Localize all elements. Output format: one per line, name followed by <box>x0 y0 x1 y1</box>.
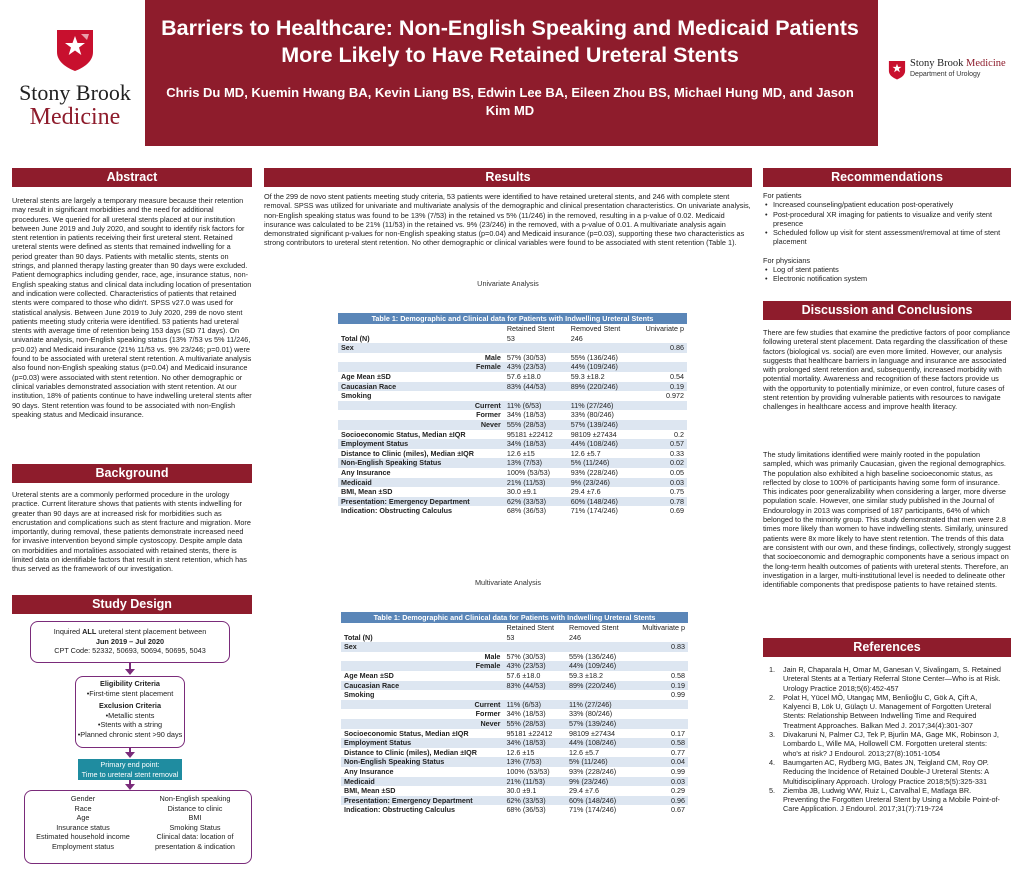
table-cell: 98109 ±27434 <box>569 728 615 738</box>
table-cell: 55% (28/53) <box>504 420 568 430</box>
table-cell: 53 <box>506 333 515 343</box>
list-item: • Log of stent patients <box>763 265 1011 274</box>
middle-column <box>264 168 752 248</box>
row-label: Non-English Speaking Status <box>338 458 504 468</box>
table-cell: 44% (108/246) <box>566 738 631 748</box>
p-value-cell: 0.58 <box>631 738 688 748</box>
table-cell: 13% (7/53) <box>504 458 568 468</box>
logo-left-line1: Stony Brook <box>19 80 131 105</box>
p-value-cell: 0.57 <box>634 439 687 449</box>
poster-header <box>0 0 1024 146</box>
recommendations-heading: Recommendations <box>763 168 1011 187</box>
row-label: Male <box>484 352 501 362</box>
p-value-cell: 0.19 <box>631 681 688 691</box>
logo-left-line2: Medicine <box>29 104 121 130</box>
table-cell <box>503 642 566 652</box>
table-title: Table 1: Demographic and Clinical data for Patients with Indwelling Ureteral Stents <box>338 313 687 324</box>
table-row <box>341 642 688 652</box>
logo-right-dept: Department of Urology <box>910 71 981 78</box>
table-cell: 83% (44/53) <box>503 681 566 691</box>
inquiry-box: Inquired ALL ureteral stent placement between Jun 2019 – Jul 2020 CPT Code: 52332, 50693, 50694, 50695, 5043 <box>30 621 230 663</box>
row-label: Socioeconomic Status, Median ±IQR <box>344 728 469 738</box>
table-cell: 100% (53/53) <box>506 766 550 776</box>
reference-item: 3. Divakaruni N, Palmer CJ, Tek P, Bjurlin MA, Gage MK, Robinson J, Lombardo L, Wille MA, Hollowell CM. Forgotten ureteral stents: who's at risk? J Endourol. 2013;27(8):1051-1054 <box>769 730 999 758</box>
table-row <box>338 458 687 468</box>
multivariate-table <box>341 612 688 815</box>
variables-box <box>24 790 252 864</box>
table-title-row <box>338 313 687 324</box>
table-cell: 57% (30/53) <box>506 352 546 362</box>
table-row <box>341 709 688 719</box>
table-title-row <box>341 612 688 623</box>
reference-item: 5. Ziemba JB, Ludwig WW, Ruiz L, Carvalhal E, Matlaga BR. Preventing the Forgotten Ureteral Stent by Using a Mobile Point-of-Care Application. J Endourol. 2017;31(7):719-724 <box>769 785 1000 814</box>
table-row <box>341 796 688 806</box>
table-cell: 57% (30/53) <box>506 651 546 661</box>
background-text: Ureteral stents are a commonly performed procedure in the urology practice. Current literature shows that patients with stents indwelling for greater than 90 days are at increased risk for morbidities such as encrustation and complications such as stent fracture and migration. More importantly, during removal, these patients demonstrate increased need for invasive intervention beyond simple cystoscopy. Despite ample data on morbidities and mortalities associated with retained stents, there is limited data on identifiable factors that result in stent retention, which has thus served as the framework of our investigation. <box>12 490 251 574</box>
table-row <box>341 671 688 681</box>
table-row <box>338 410 687 420</box>
row-label: Indication: Obstructing Calculus <box>344 805 456 815</box>
table-row <box>338 430 687 440</box>
table-row <box>338 401 687 411</box>
table-cell: 34% (18/53) <box>503 738 566 748</box>
row-label: Total (N) <box>341 333 370 343</box>
p-value-cell: 0.17 <box>671 728 685 738</box>
table-cell: 9% (23/246) <box>568 478 634 488</box>
criteria-box: Eligibility Criteria •First-time stent placement Exclusion Criteria •Metallic stents •Stents with a string •Planned chronic stent >90 days <box>75 676 185 748</box>
table-cell: 34% (18/53) <box>506 709 546 719</box>
table-cell: 89% (220/246) <box>566 681 631 691</box>
table-row <box>338 343 687 353</box>
row-label: Male <box>484 651 501 661</box>
row-label: Socioeconomic Status, Median ±IQR <box>341 429 466 439</box>
table-row <box>338 334 687 344</box>
p-value-cell: 0.77 <box>671 747 685 757</box>
table-row <box>341 690 688 700</box>
p-value-cell: 0.03 <box>631 777 688 787</box>
table-cell: 12.6 ±5.7 <box>569 747 599 757</box>
row-label: Non-English Speaking Status <box>341 757 503 767</box>
table-row <box>338 420 687 430</box>
patients-label: For patients <box>763 191 802 200</box>
table-cell: 83% (44/53) <box>504 382 568 392</box>
row-label: Any Insurance <box>341 467 391 477</box>
table-cell: 246 <box>570 333 583 343</box>
row-label: Never <box>341 719 503 729</box>
variables-left: Gender Race Age Insurance status Estimated household income Employment status <box>36 794 130 851</box>
column-header: Multivariate p <box>631 623 688 633</box>
row-label: Caucasian Race <box>341 681 503 691</box>
table-cell: 57% (139/246) <box>568 420 634 430</box>
table-header-row <box>341 623 688 633</box>
table-header-row <box>338 324 687 334</box>
table-cell: 5% (11/246) <box>566 757 631 767</box>
table-row <box>338 353 687 363</box>
table-row <box>338 487 687 497</box>
table-cell: 44% (109/246) <box>566 661 631 671</box>
primary-endpoint-box: Primary end point: Time to ureteral stent removal <box>78 759 182 780</box>
table-row <box>338 391 687 401</box>
table-row <box>341 729 688 739</box>
reference-item: 1. Jain R, Chaparala H, Omar M, Ganesan V, Sivalingam, S. Retained Ureteral Stents at a Tertiary Referral Stone Center—Who is at Risk. Urology Practice 2018;5(6):452-457 <box>769 665 1001 693</box>
reference-item: 4. Baumgarten AC, Rydberg MG, Bates JN, Teigland CM, Roy OP. Reducing the Incidence of Retained Double-J Ureteral Stents: A Multidisciplinary Approach. Urology Practice 2018;5(5):325-331 <box>769 757 989 786</box>
p-value-cell <box>631 700 688 710</box>
table-cell: 57% (139/246) <box>566 719 631 729</box>
p-value-cell: 0.2 <box>674 429 684 439</box>
table-cell: 68% (36/53) <box>506 506 546 516</box>
table-row <box>338 382 687 392</box>
table-cell: 43% (23/53) <box>504 362 568 372</box>
p-value-cell: 0.69 <box>670 506 684 516</box>
row-label: Presentation: Emergency Department <box>338 497 504 507</box>
p-value-cell: 0.96 <box>631 796 688 806</box>
p-value-cell <box>634 362 687 372</box>
table-row <box>338 468 687 478</box>
p-value-cell: 0.99 <box>671 766 685 776</box>
table-cell: 5% (11/246) <box>568 458 634 468</box>
p-value-cell <box>634 410 687 420</box>
column-header: Retained Stent <box>504 324 568 334</box>
references-heading: References <box>763 638 1011 657</box>
table-cell <box>568 391 634 401</box>
table-cell <box>566 690 631 700</box>
table-cell <box>504 391 568 401</box>
table-cell: 98109 ±27434 <box>570 429 617 439</box>
table-cell: 33% (80/246) <box>569 709 613 719</box>
table-cell: 60% (148/246) <box>568 497 634 507</box>
table-cell: 11% (6/53) <box>503 700 566 710</box>
table-row <box>341 777 688 787</box>
column-header: Removed Stent <box>568 324 634 334</box>
row-label: Caucasian Race <box>338 382 504 392</box>
table-cell <box>504 343 568 353</box>
univariate-table <box>338 313 687 516</box>
univariate-label: Univariate Analysis <box>477 279 539 288</box>
table-cell: 11% (27/246) <box>566 700 631 710</box>
row-label: Sex <box>341 642 503 652</box>
p-value-cell <box>631 633 688 643</box>
row-label: Never <box>338 420 504 430</box>
p-value-cell: 0.05 <box>670 467 684 477</box>
row-label: Employment Status <box>338 439 504 449</box>
table-cell: 246 <box>569 632 582 642</box>
arrow-down-icon <box>125 669 135 675</box>
column-header <box>338 324 504 334</box>
table-cell: 29.4 ±7.6 <box>569 786 599 796</box>
stony-brook-medicine-logo-left <box>15 28 135 130</box>
abstract-heading: Abstract <box>12 168 252 187</box>
table-cell: 11% (27/246) <box>568 401 634 411</box>
p-value-cell: 0.33 <box>670 448 684 458</box>
row-label: BMI, Mean ±SD <box>341 487 393 497</box>
p-value-cell <box>634 334 687 344</box>
table-cell: 57.6 ±18.0 <box>506 670 541 680</box>
p-value-cell: 0.86 <box>634 343 687 353</box>
shield-star-icon <box>888 60 906 80</box>
table-cell: 21% (11/53) <box>503 777 566 787</box>
p-value-cell <box>634 420 687 430</box>
table-cell: 12.6 ±5.7 <box>570 448 601 458</box>
row-label: Female <box>338 362 504 372</box>
table-cell: 55% (136/246) <box>570 352 618 362</box>
table-cell: 34% (18/53) <box>504 439 568 449</box>
variables-right: Non-English speaking Distance to clinic BMI Smoking Status Clinical data: location of presentation & indication <box>155 794 235 851</box>
table-cell: 93% (228/246) <box>569 766 617 776</box>
table-row <box>341 633 688 643</box>
shield-star-icon <box>55 28 95 72</box>
row-label: BMI, Mean ±SD <box>344 786 396 796</box>
row-label: Medicaid <box>341 777 503 787</box>
row-label: Distance to Clinic (miles), Median ±IQR <box>344 747 477 757</box>
discussion-para-2: The study limitations identified were mainly rooted in the population sampled, which was primarily Caucasian, given the regional demographics. The population also exhibited a high baseline socioeconomic status, as reflected by close to 100% of participants having some form of insurance. This indicates poor generalizability when considering a larger, more diverse population scale. However, one similar study published in the Journal of Endourology in 2013 was comprised of 187 participants, 64% of which belonged to the minority group. This study demonstrated that men were 2.8 times more likely than women to have indwelling stents. Similarly, uninsured patients were 8x more likely to have stent retention. The trends of this data are consistent with our own, and these findings, collectively, strongly suggest that socioeconomic and demographic components have a serious impact on the long-term health outcomes of patients with ureteral stents. Therefore, an investigation in a larger, multi-institutional level is needed to delineate other identifiable components that predispose patients to have retained stents. <box>763 450 1011 590</box>
table-cell <box>568 343 634 353</box>
table-cell: 100% (53/53) <box>506 467 550 477</box>
p-value-cell <box>631 652 688 662</box>
table-cell: 30.0 ±9.1 <box>506 786 537 796</box>
p-value-cell <box>631 709 688 719</box>
row-label: Age Mean ±SD <box>341 371 391 381</box>
discussion-para-1: There are few studies that examine the predictive factors of poor compliance following ureteral stent placement. Data regarding the classification of these factors (biological vs. social) are even more limited. However, our analysis suggests that healthcare barriers in language and insurance are associated with prolonged stent retention and, subsequently, increased morbidity with potential mortality. Awareness and recognition of these factors provide us with the opportunity to potentially minimize, or even control, future cases of stent retention by providing vulnerable patients with resources to navigate challenges in healthcare access and improve health literacy. <box>763 328 1011 412</box>
table-cell: 95181 ±22412 <box>506 728 553 738</box>
row-label: Current <box>338 401 504 411</box>
table-row <box>341 748 688 758</box>
column-header: Univariate p <box>634 324 687 334</box>
p-value-cell <box>631 719 688 729</box>
discussion-heading: Discussion and Conclusions <box>763 301 1011 320</box>
table-cell: 43% (23/53) <box>503 661 566 671</box>
references-list <box>769 665 1005 814</box>
table-cell: 60% (148/246) <box>566 796 631 806</box>
p-value-cell: 0.19 <box>634 382 687 392</box>
table-cell: 59.3 ±18.2 <box>569 670 603 680</box>
background-heading: Background <box>12 464 252 483</box>
p-value-cell: 0.02 <box>634 458 687 468</box>
table-row <box>341 681 688 691</box>
table-cell: 89% (220/246) <box>568 382 634 392</box>
p-value-cell: 0.58 <box>671 670 685 680</box>
row-label: Medicaid <box>338 478 504 488</box>
table-cell: 44% (109/246) <box>568 362 634 372</box>
results-text: Of the 299 de novo stent patients meeting study criteria, 53 patients were identified to have retained ureteral stents, and 246 with complete stent removal. SPSS was utilized for univariate and multivariate analysis of the demographic and clinical presentation characteristics. On univariate analysis, non-English speaking status was found to be 13% (7/53) in the retained vs 5% (11/246) in the removed, resulting in a p-value of 0.02. Medicaid insurance was calculated to be 21% (11/53) in the retained vs. 9% (23/246) in the removed, with a p-value of 0.01. A multivariate analysis again demonstrated significant p-values for non-English speaking status (p=0.04) and Medicaid insurance (p=0.03), supporting these two characteristics as strong contributors to ureteral stent retention. No other demographic or clinical variables were found to be associated with stent retention (Table 1). <box>264 192 751 248</box>
table-row <box>341 700 688 710</box>
p-value-cell <box>634 401 687 411</box>
table-cell: 57.6 ±18.0 <box>506 371 541 381</box>
physicians-label: For physicians <box>763 255 811 265</box>
table-row <box>341 805 688 815</box>
table-row <box>341 767 688 777</box>
table-cell: 29.4 ±7.6 <box>570 487 601 497</box>
table-cell: 12.6 ±15 <box>506 448 535 458</box>
list-item: • Electronic notification system <box>763 274 1011 283</box>
row-label: Sex <box>338 343 504 353</box>
row-label: Any Insurance <box>344 766 394 776</box>
p-value-cell: 0.04 <box>631 757 688 767</box>
results-heading: Results <box>264 168 752 187</box>
table-cell: 9% (23/246) <box>566 777 631 787</box>
row-label: Female <box>341 661 503 671</box>
table-row <box>338 497 687 507</box>
poster-title: Barriers to Healthcare: Non-English Speaking and Medicaid Patients More Likely to Have Retained Ureteral Stents <box>161 16 859 67</box>
p-value-cell: 0.75 <box>670 487 684 497</box>
table-cell: 55% (28/53) <box>503 719 566 729</box>
left-column <box>12 168 252 611</box>
table-cell: 12.6 ±15 <box>506 747 535 757</box>
arrow-down-icon <box>125 752 135 758</box>
column-header <box>341 623 503 633</box>
table-cell: 34% (18/53) <box>506 410 546 420</box>
stony-brook-medicine-logo-right <box>888 58 1020 84</box>
table-title: Table 1: Demographic and Clinical data for Patients with Indwelling Ureteral Stents <box>341 612 688 623</box>
logo-right-med: Medicine <box>966 58 1006 69</box>
table-row <box>341 719 688 729</box>
table-cell: 62% (33/53) <box>504 497 568 507</box>
list-item: • Post-procedural XR imaging for patients to visualize and verify stent presence <box>763 210 1011 229</box>
table-cell: 53 <box>506 632 515 642</box>
table-cell: 21% (11/53) <box>504 478 568 488</box>
table-row <box>341 757 688 767</box>
row-label: Indication: Obstructing Calculus <box>341 506 453 516</box>
p-value-cell: 0.972 <box>666 391 684 401</box>
table-cell: 59.3 ±18.2 <box>570 371 605 381</box>
multivariate-label: Multivariate Analysis <box>474 578 542 587</box>
row-label: Current <box>341 700 503 710</box>
row-label: Employment Status <box>341 738 503 748</box>
row-label: Former <box>475 709 501 719</box>
p-value-cell <box>631 661 688 671</box>
table-row <box>341 738 688 748</box>
table-cell: 71% (174/246) <box>569 805 617 815</box>
column-header: Retained Stent <box>503 623 566 633</box>
table-row <box>338 439 687 449</box>
table-cell: 11% (6/53) <box>504 401 568 411</box>
p-value-cell: 0.29 <box>671 786 685 796</box>
table-row <box>341 652 688 662</box>
table-cell: 95181 ±22412 <box>506 429 553 439</box>
table-row <box>338 478 687 488</box>
study-design-heading: Study Design <box>12 595 252 614</box>
table-cell: 62% (33/53) <box>503 796 566 806</box>
table-cell <box>566 642 631 652</box>
poster-authors: Chris Du MD, Kuemin Hwang BA, Kevin Liang BS, Edwin Lee BA, Eileen Zhou BS, Michael Hung MD, and Jason Kim MD <box>166 85 854 118</box>
p-value-cell: 0.67 <box>671 805 685 815</box>
table-cell: 68% (36/53) <box>506 805 546 815</box>
abstract-text: Ureteral stents are largely a temporary measure because their retention may result in significant morbidities and the need for additional procedures. We queried for all ureteral stents placed at our institution between June 2019 and July 2020, and sought to identify risk factors for stent retention in patients receiving their first ureteral stent. Retained ureteral stents were defined as stents that remained indwelling for a period greater than 90 days. Patients with metallic stents, stents on strings, and planned therapy lasting greater than 90 days were excluded. Patient demographics including gender, race, age, insurance status, non-English speaking status and clinical data including location of presentation and indication were collected. Characteristics of patients that retained stents were compared to those who didn't. SPSS v27.0 was used for statistical analysis. Between June 2019 to July 2020, 299 de novo stent patients meeting study criteria were identified. 53 patients had ureteral stents with average time of retention being 153 days (SD 71 days). On univariate analysis, non-English speaking status (13% 7/53 vs 5% 11/246, p=0.02) and Medicaid insurance (21% 11/53 vs. 9% 23/246; p=0.01) were found to be associated with ureteral stent retention. A multivariate analysis also found non-English speaking status (p=0.04) and Medicaid insurance (p=0.03) were associated with stent retention. No other demographic or clinical variables demonstrated association with stent retention. At our institution, 18% of patients continue to have indwelling ureteral stents after 90 days. Stent retention was found to be associated with non-English speaking status and Medicaid insurance. <box>12 196 252 419</box>
row-label: Smoking <box>344 690 375 700</box>
row-label: Presentation: Emergency Department <box>341 796 503 806</box>
table-row <box>341 786 688 796</box>
row-label: Total (N) <box>344 632 373 642</box>
table-cell: 13% (7/53) <box>503 757 566 767</box>
table-cell: 30.0 ±9.1 <box>506 487 537 497</box>
table-row <box>338 506 687 516</box>
recommendations-body <box>763 191 1011 284</box>
table-cell: 33% (80/246) <box>570 410 614 420</box>
table-cell <box>503 690 566 700</box>
p-value-cell <box>634 353 687 363</box>
table-row <box>341 661 688 671</box>
p-value-cell: 0.54 <box>670 371 684 381</box>
logo-right-sb: Stony Brook <box>910 58 964 69</box>
list-item: • Scheduled follow up visit for stent assessment/removal at time of stent placement <box>763 228 1011 247</box>
table-cell: 55% (136/246) <box>569 651 617 661</box>
list-item: • Increased counseling/patient education post-operatively <box>763 200 1011 209</box>
reference-item: 2. Polat H, Yücel MÖ, Utangaç MM, Benlioğlu C, Gök A, Çift A, Kalyenci B, Lök U, Gülaçtı U. Management of Forgotten Ureteral Stents: Relationship Between Indwelling Time and Required Treatment Approaches. Balkan Med J. 2017;34(4):301-307 <box>769 692 992 730</box>
column-header: Removed Stent <box>566 623 631 633</box>
row-label: Former <box>476 410 501 420</box>
p-value-cell: 0.78 <box>634 497 687 507</box>
row-label: Distance to Clinic (miles), Median ±IQR <box>341 448 474 458</box>
table-cell: 44% (108/246) <box>568 439 634 449</box>
table-cell: 93% (228/246) <box>570 467 618 477</box>
right-column <box>763 168 1011 814</box>
row-label: Smoking <box>341 391 372 401</box>
p-value-cell: 0.99 <box>671 690 685 700</box>
table-row <box>338 449 687 459</box>
table-row <box>338 372 687 382</box>
row-label: Age Mean ±SD <box>344 670 394 680</box>
p-value-cell: 0.03 <box>634 478 687 488</box>
table-row <box>338 362 687 372</box>
p-value-cell: 0.83 <box>631 642 688 652</box>
table-cell: 71% (174/246) <box>570 506 618 516</box>
